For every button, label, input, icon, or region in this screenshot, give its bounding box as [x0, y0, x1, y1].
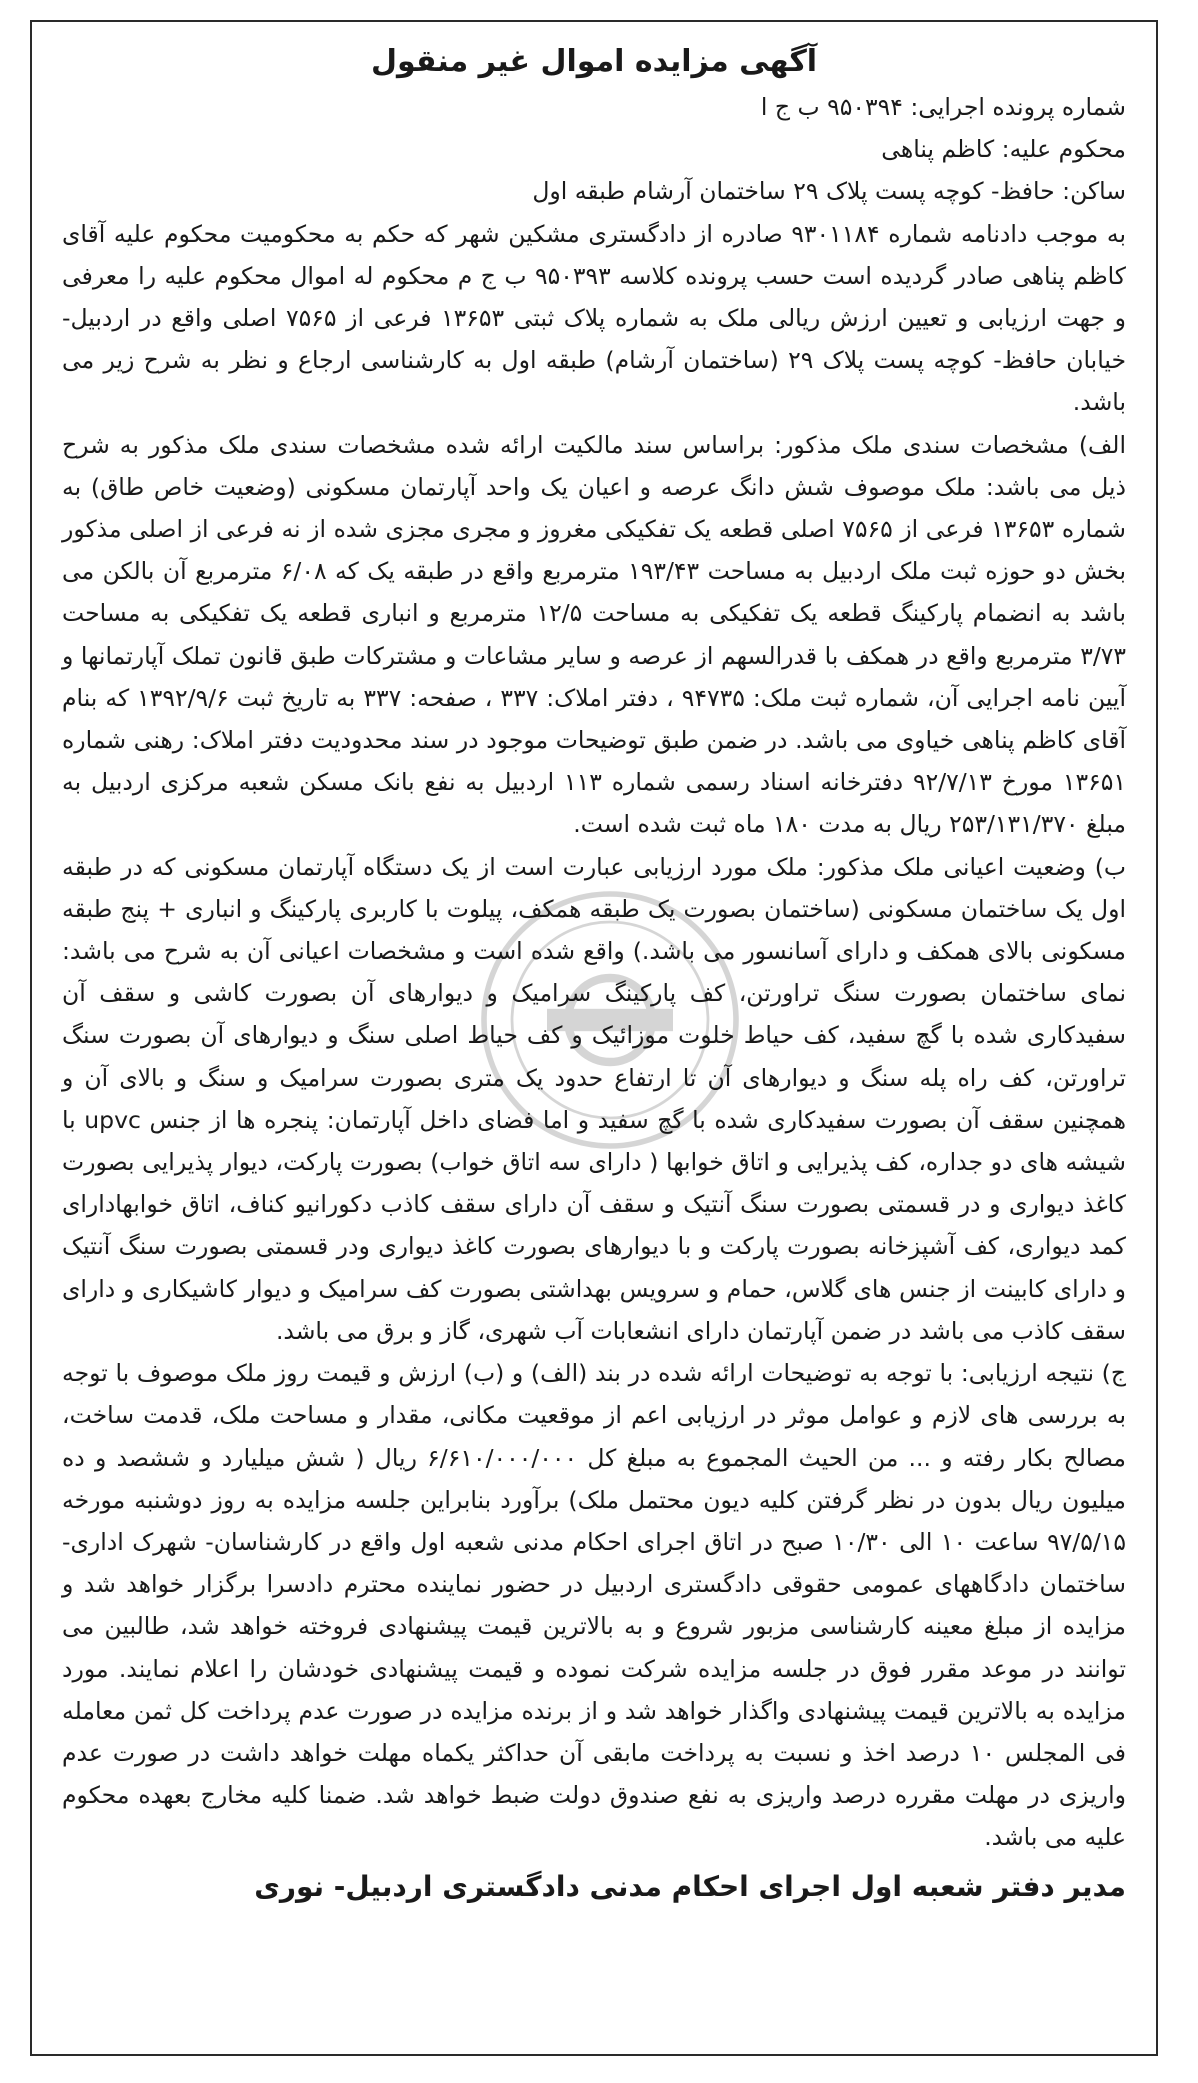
intro-paragraph: به موجب دادنامه شماره ۹۳۰۱۱۸۴ صادره از دادگستری مشکین شهر که حکم به محکومیت محکوم علیه آقای کاظم پناهی صادر گردیده است حسب پرونده کلاسه ۹۵۰۳۹۳ ب ج م محکوم له اموال محکوم علیه را معرفی و جهت ارزیابی و تعیین ارزش ریالی ملک به شماره پلاک ثبتی ۱۳۶۵۳ فرعی از ۷۵۶۵ اصلی واقع در اردبیل- خیابان حافظ- کوچه پست پلاک ۲۹ (ساختمان آرشام) طبقه اول به کارشناسی ارجاع و نظر به شرح زیر می باشد.: [62, 219, 1126, 417]
signature-footer: مدیر دفتر شعبه اول اجرای احکام مدنی دادگستری اردبیل- نوری: [254, 1869, 1126, 1903]
section-b-paragraph: ب) وضعیت اعیانی ملک مذکور: ملک مورد ارزیابی عبارت است از یک دستگاه آپارتمان مسکونی که در طبقه اول یک ساختمان مسکونی (ساختمان بصورت یک طبقه همکف، پیلوت با کاربری پارکینگ و انباری + پنج طبقه مسکونی بالای همکف و دارای آسانسور می باشد.) واقع شده است و مشخصات اعیانی آن به شرح می باشد: نمای ساختمان بصورت سنگ تراورتن، کف پارکینگ سرامیک و دیوارهای آن بصورت کاشی و سقف آن سفیدکاری شده با گچ سفید، کف حیاط خلوت موزائیک و کف حیاط اصلی سنگ و دیوارهای آن بصورت سنگ تراورتن، کف راه پله سنگ و دیوارهای آن تا ارتفاع حدود یک متری بصورت سرامیک و سنگ و بالای آن و همچنین سقف آن بصورت سفیدکاری شده با گچ سفید و اما فضای داخل آپارتمان: پنجره ها از جنس upvc با شیشه های دو جداره، کف پذیرایی و اتاق خوابها ( دارای سه اتاق خواب) بصورت پارکت، دیوار پذیرایی بصورت کاغذ دیواری و در قسمتی بصورت سنگ آنتیک و سقف آن دارای سقف کاذب دکورانیو کناف، اتاق خوابهادارای کمد دیواری، کف آشپزخانه بصورت پارکت و با دیوارهای بصورت کاغذ دیواری ودر قسمتی بصورت سنگ آنتیک و دارای کابینت از جنس های گلاس، حمام و سرویس بهداشتی بصورت کف سرامیک و دیوار کاشیکاری و دارای سقف کاذب می باشد در ضمن آپارتمان دارای انشعابات آب شهری، گاز و برق می باشد.: [62, 852, 1127, 1345]
section-c-paragraph: ج) نتیجه ارزیابی: با توجه به توضیحات ارائه شده در بند (الف) و (ب) ارزش و قیمت روز ملک موصوف با توجه به بررسی های لازم و عوامل موثر در ارزیابی اعم از موقعیت مکانی، مقدار و مساحت ملک، قدمت ساخت، مصالح بکار رفته و ... من الحیث المجموع به مبلغ کل ۶/۶۱۰/۰۰۰/۰۰۰ ریال ( شش میلیارد و ششصد و ده میلیون ریال بدون در نظر گرفتن کلیه دیون محتمل ملک) برآورد بنابراین جلسه مزایده به روز دوشنبه مورخه ۹۷/۵/۱۵ ساعت ۱۰ الی ۱۰/۳۰ صبح در اتاق اجرای احکام مدنی شعبه اول واقع در کارشناسان- شهرک اداری- ساختمان دادگاههای عمومی حقوقی دادگستری اردبیل در حضور نماینده محترم دادسرا برگزار خواهد شد و مزایده از مبلغ معینه کارشناسی مزبور شروع و به بالاترین قیمت پیشنهادی فروخته خواهد شد، طالبین می توانند در موعد مقرر فوق در جلسه مزایده شرکت نموده و قیمت پیشنهادی خودشان را اعلام نمایند. مورد مزایده به بالاترین قیمت پیشنهادی واگذار خواهد شد و از برنده مزایده در صورت عدم پرداخت کل ثمن معامله فی المجلس ۱۰ درصد اخذ و نسبت به پرداخت مابقی آن حداکثر یکماه مهلت خواهد داشت در صورت عدم واریزی در مهلت مقرره درصد واریزی به نفع صندوق دولت ضبط خواهد شد. ضمنا کلیه مخارج بعهده محکوم علیه می باشد.: [62, 1359, 1127, 1852]
address-line: ساکن: حافظ- کوچه پست پلاک ۲۹ ساختمان آرشام طبقه اول: [532, 177, 1126, 206]
case-number: شماره پرونده اجرایی: ۹۵۰۳۹۴ ب ج ا: [760, 93, 1126, 121]
convicted-party: محکوم علیه: کاظم پناهی: [881, 135, 1126, 164]
section-a-paragraph: الف) مشخصات سندی ملک مذکور: براساس سند مالکیت ارائه شده مشخصات سندی ملک مذکور به شرح ذیل می باشد: ملک موصوف شش دانگ عرصه و اعیان یک واحد آپارتمان مسکونی (وضعیت خاص طاق) به شماره ۱۳۶۵۳ فرعی از ۷۵۶۵ اصلی قطعه یک تفکیکی مغروز و مجری مجزی شده از نه فرعی از اصلی مذکور بخش دو حوزه ثبت ملک اردبیل به مساحت ۱۹۳/۴۳ مترمربع واقع در طبقه یک که ۶/۰۸ مترمربع آن بالکن می باشد به انضمام پارکینگ قطعه یک تفکیکی به مساحت ۱۲/۵ مترمربع و انباری قطعه یک تفکیکی به مساحت ۳/۷۳ مترمربع واقع در همکف با قدرالسهم از عرصه و سایر مشاعات و مشترکات طبق قانون تملک آپارتمانها و آیین نامه اجرایی آن، شماره ثبت ملک: ۹۴۷۳۵ ، دفتر املاک: ۳۳۷ ، صفحه: ۳۳۷ به تاریخ ثبت ۱۳۹۲/۹/۶ که بنام آقای کاظم پناهی خیاوی می باشد. در ضمن طبق توضیحات موجود در سند محدودیت دفتر املاک: رهنی شماره ۱۳۶۵۱ مورخ ۹۲/۷/۱۳ دفترخانه اسناد رسمی شماره ۱۱۳ اردبیل به نفع بانک مسکن شعبه مرکزی اردبیل به مبلغ ۲۵۳/۱۳۱/۳۷۰ ریال به مدت ۱۸۰ ماه ثبت شده است.: [62, 430, 1127, 839]
notice-frame: [30, 20, 1158, 2056]
notice-title: آگهی مزایده اموال غیر منقول: [370, 44, 818, 79]
